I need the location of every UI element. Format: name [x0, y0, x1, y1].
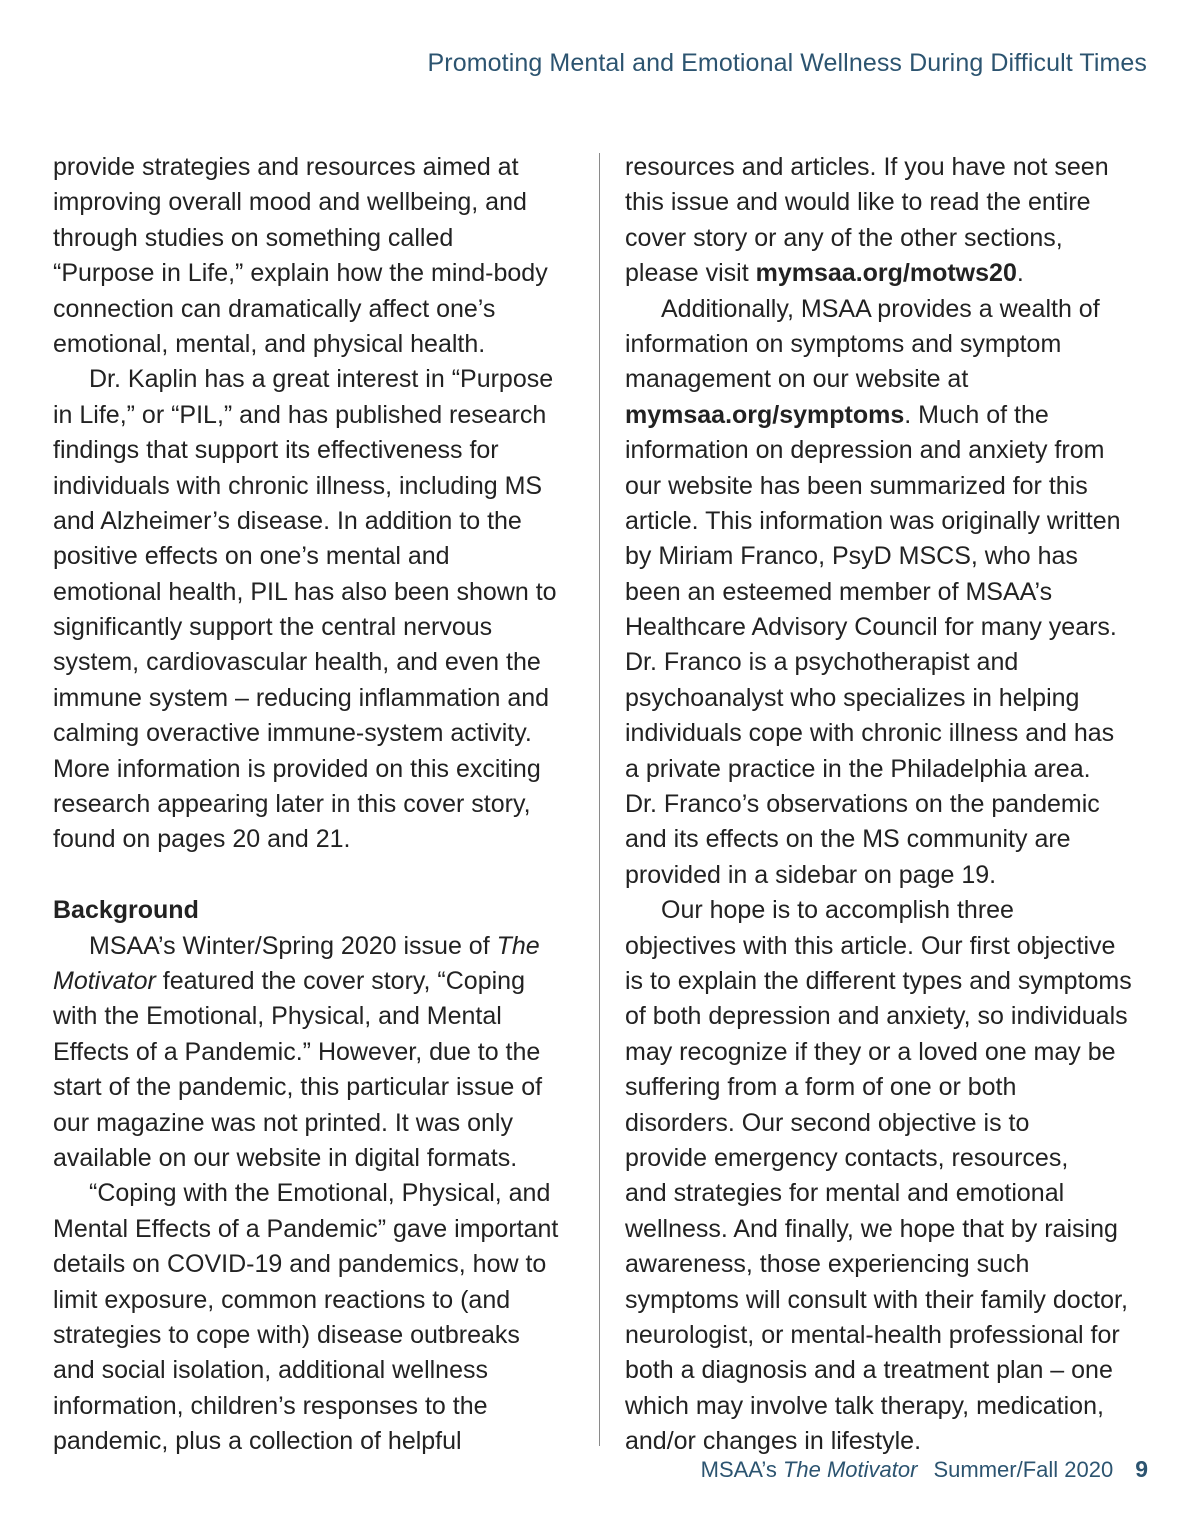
text-line: our magazine was not printed. It was only: [53, 1108, 513, 1137]
text-line: “Purpose in Life,” explain how the mind-body: [53, 259, 548, 288]
right-column: [625, 150, 1150, 1459]
text-line: “Coping with the Emotional, Physical, and: [89, 1179, 551, 1208]
text-line: calming overactive immune-system activity.: [53, 719, 532, 748]
text-line: in Life,” or “PIL,” and has published research: [53, 400, 547, 429]
paragraph-objectives: [625, 893, 1150, 1459]
column-divider: [599, 153, 600, 1446]
text-line: resources and articles. If you have not seen: [625, 153, 1109, 181]
symptoms-link[interactable]: mymsaa.org/symptoms: [625, 400, 905, 429]
text-line: and its effects on the MS community are: [625, 825, 1071, 854]
text-line: psychoanalyst who specializes in helping: [625, 683, 1080, 712]
text-line: limit exposure, common reactions to (and: [53, 1285, 511, 1314]
text-line: individuals with chronic illness, including MS: [53, 471, 543, 500]
text-line: may recognize if they or a loved one may be: [625, 1037, 1116, 1066]
page-number: 9: [1135, 1456, 1148, 1482]
text-run: . Much of the: [904, 400, 1049, 429]
text-line: Dr. Franco’s observations on the pandemic: [625, 790, 1100, 819]
running-header: Promoting Mental and Emotional Wellness During Difficult Times: [427, 49, 1147, 77]
paragraph-spacer: [53, 858, 578, 893]
text-line: pandemic, plus a collection of helpful: [53, 1427, 462, 1456]
text-line: this issue and would like to read the entire: [625, 188, 1091, 217]
text-line: information on symptoms and symptom: [625, 329, 1062, 358]
text-line: provided in a sidebar on page 19.: [625, 860, 997, 889]
text-line: system, cardiovascular health, and even the: [53, 648, 541, 677]
text-line: Mental Effects of a Pandemic” gave important: [53, 1214, 559, 1243]
text-line: positive effects on one’s mental and: [53, 542, 450, 571]
text-line: [53, 929, 578, 964]
paragraph-intro-continued: [53, 150, 578, 362]
text-line: been an esteemed member of MSAA’s: [625, 577, 1053, 606]
text-line: strategies to cope with) disease outbreaks: [53, 1320, 520, 1349]
section-heading-background: Background: [53, 896, 199, 925]
text-line: information, children’s responses to the: [53, 1391, 488, 1420]
text-line: research appearing later in this cover story,: [53, 790, 531, 819]
text-line: Our hope is to accomplish three: [661, 896, 1014, 925]
text-line: Effects of a Pandemic.” However, due to the: [53, 1037, 541, 1066]
text-line: article. This information was originally written: [625, 506, 1121, 535]
text-line: Dr. Kaplin has a great interest in “Purpose: [89, 365, 554, 394]
text-line: neurologist, or mental-health professional for: [625, 1320, 1120, 1349]
text-line: Additionally, MSAA provides a wealth of: [661, 294, 1100, 323]
text-line: and social isolation, additional wellness: [53, 1356, 488, 1385]
text-line: emotional health, PIL has also been shown to: [53, 577, 557, 606]
text-run: please visit: [625, 259, 756, 288]
text-line: symptoms will consult with their family doctor,: [625, 1285, 1128, 1314]
text-line: Healthcare Advisory Council for many years.: [625, 613, 1117, 642]
publication-title: The: [496, 931, 540, 960]
text-line: Dr. Franco is a psychotherapist and: [625, 648, 1019, 677]
text-line: [625, 256, 1150, 291]
text-line: with the Emotional, Physical, and Mental: [53, 1002, 502, 1031]
footer-prefix: MSAA’s: [700, 1457, 783, 1482]
text-line: available on our website in digital formats.: [53, 1143, 518, 1172]
footer-publication: The Motivator: [782, 1457, 918, 1482]
text-line: management on our website at: [625, 365, 969, 394]
page-footer: [701, 1456, 1148, 1483]
paragraph-coping-article: [53, 1176, 578, 1459]
text-line: a private practice in the Philadelphia area.: [625, 754, 1091, 783]
text-run: .: [1016, 259, 1024, 288]
text-line: [625, 398, 1150, 433]
text-line: suffering from a form of one or both: [625, 1073, 1017, 1102]
text-line: objectives with this article. Our first objective: [625, 931, 1116, 960]
paragraph-resources-continued: [625, 150, 1150, 292]
paragraph-kaplin-pil: [53, 362, 578, 857]
text-line: immune system – reducing inflammation and: [53, 683, 550, 712]
text-line: of both depression and anxiety, so individuals: [625, 1002, 1128, 1031]
text-line: significantly support the central nervous: [53, 613, 493, 642]
text-line: findings that support its effectiveness for: [53, 436, 499, 465]
text-line: by Miriam Franco, PsyD MSCS, who has: [625, 542, 1078, 571]
text-run: featured the cover story, “Coping: [155, 966, 525, 995]
text-line: is to explain the different types and symptoms: [625, 966, 1132, 995]
text-line: details on COVID-19 and pandemics, how to: [53, 1250, 547, 1279]
text-line: both a diagnosis and a treatment plan – one: [625, 1356, 1113, 1385]
text-line: found on pages 20 and 21.: [53, 825, 351, 854]
text-line: start of the pandemic, this particular issue of: [53, 1073, 543, 1102]
text-line: provide strategies and resources aimed at: [53, 153, 519, 181]
text-line: awareness, those experiencing such: [625, 1250, 1030, 1279]
text-run: MSAA’s Winter/Spring 2020 issue of: [89, 931, 497, 960]
paragraph-winter-spring-issue: [53, 929, 578, 1177]
motws20-link[interactable]: mymsaa.org/motws20: [755, 259, 1017, 288]
text-line: and Alzheimer’s disease. In addition to the: [53, 506, 522, 535]
text-line: connection can dramatically affect one’s: [53, 294, 496, 323]
footer-issue: Summer/Fall 2020: [933, 1457, 1114, 1482]
text-line: emotional, mental, and physical health.: [53, 329, 486, 358]
text-line: provide emergency contacts, resources,: [625, 1143, 1069, 1172]
text-line: and/or changes in lifestyle.: [625, 1427, 922, 1456]
text-line: wellness. And finally, we hope that by raising: [625, 1214, 1118, 1243]
text-line: More information is provided on this exciting: [53, 754, 541, 783]
text-line: [53, 964, 578, 999]
text-line: our website has been summarized for this: [625, 471, 1088, 500]
text-line: through studies on something called: [53, 223, 454, 252]
text-line: information on depression and anxiety from: [625, 436, 1105, 465]
text-line: which may involve talk therapy, medication,: [625, 1391, 1104, 1420]
text-line: cover story or any of the other sections,: [625, 223, 1063, 252]
left-column: [53, 150, 578, 1459]
text-line: and strategies for mental and emotional: [625, 1179, 1065, 1208]
text-line: improving overall mood and wellbeing, and: [53, 188, 527, 217]
publication-title: Motivator: [53, 966, 156, 995]
text-line: individuals cope with chronic illness and has: [625, 719, 1115, 748]
paragraph-symptoms-info: [625, 292, 1150, 894]
text-line: disorders. Our second objective is to: [625, 1108, 1030, 1137]
